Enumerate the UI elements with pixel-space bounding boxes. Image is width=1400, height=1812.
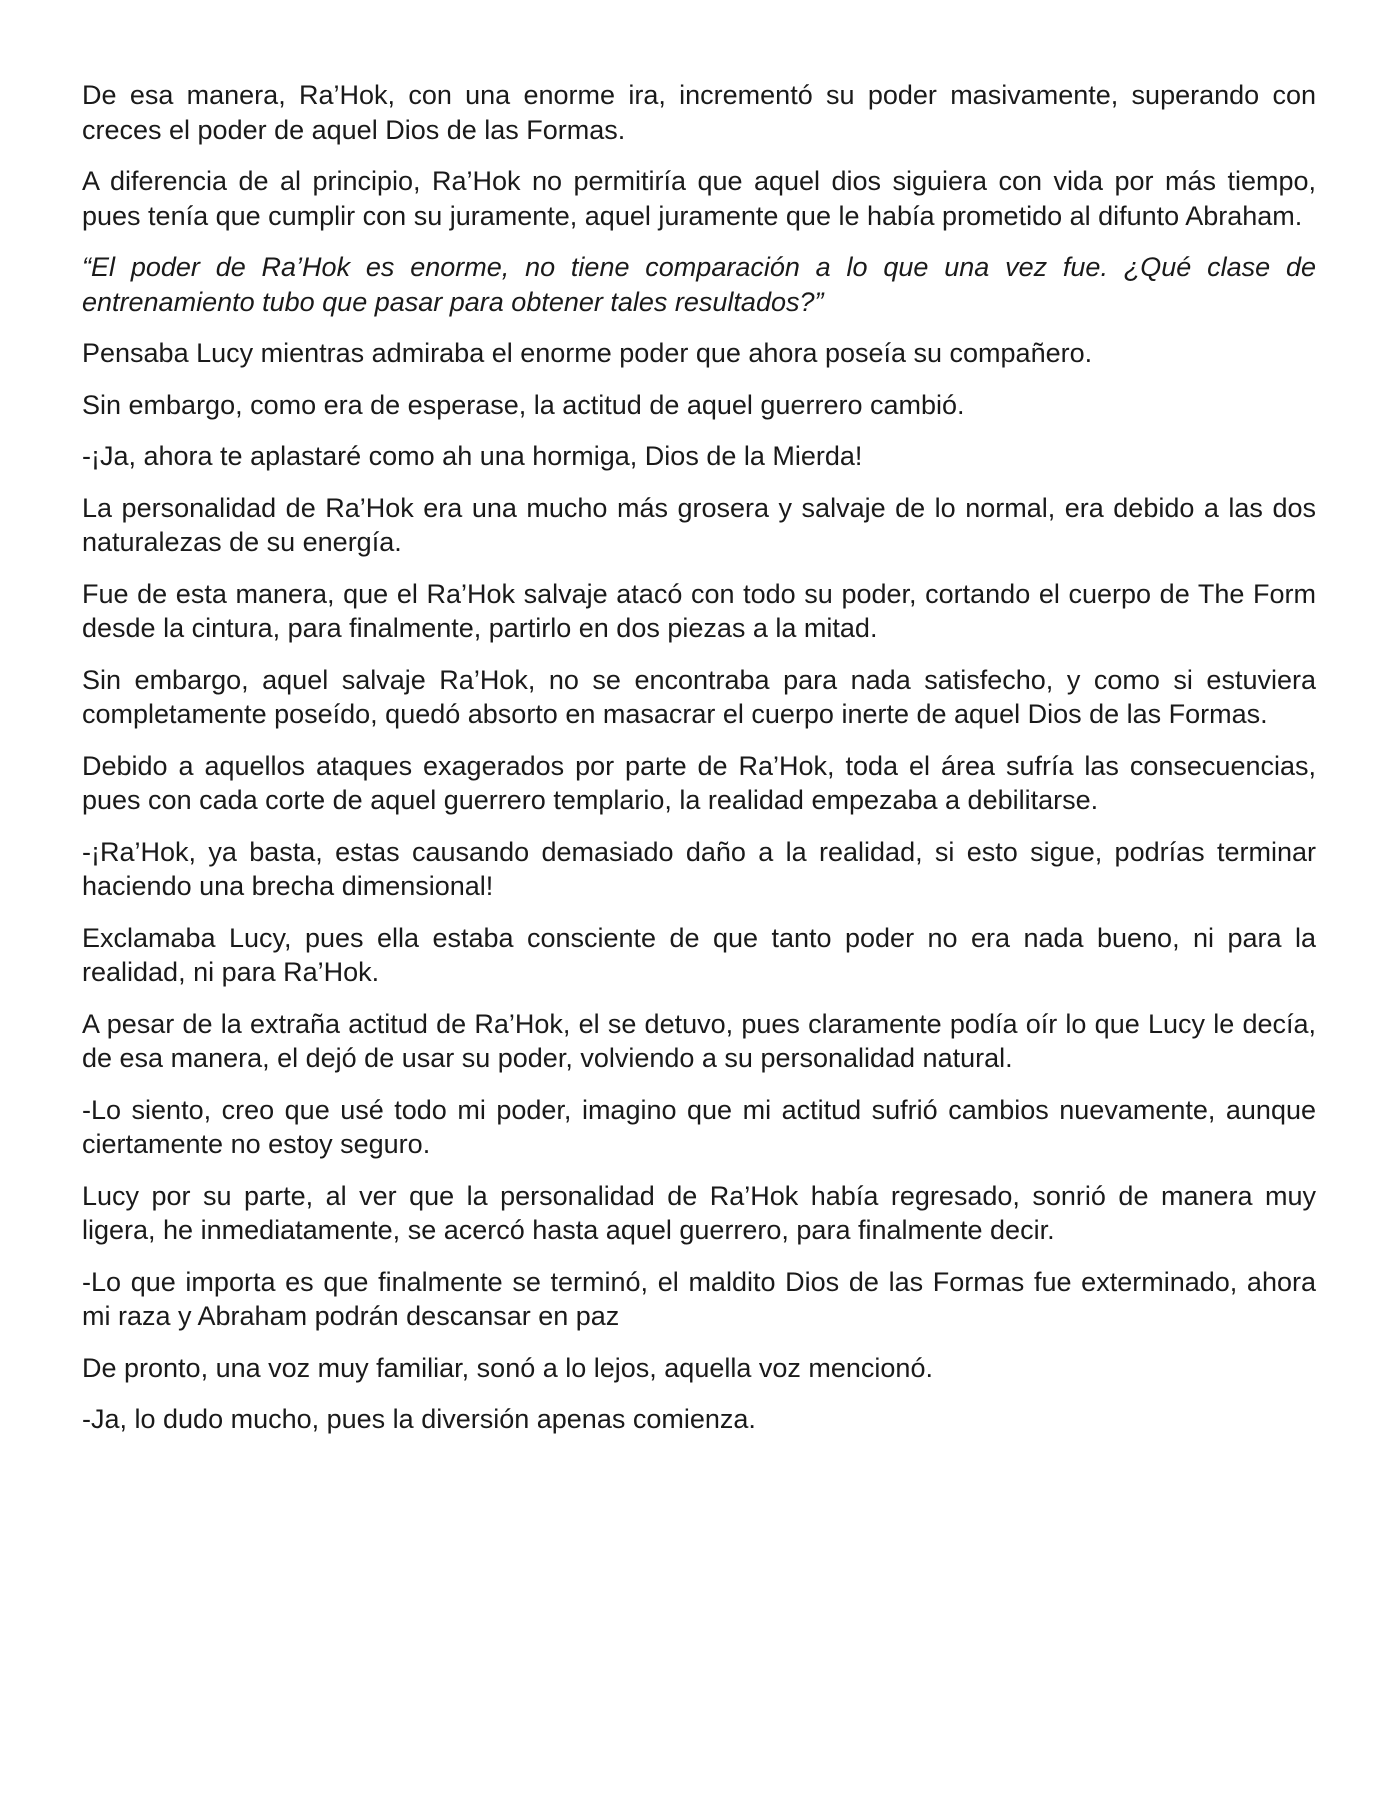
paragraph-8: Fue de esta manera, que el Ra’Hok salvaje atacó con todo su poder, cortando el cuerpo de The Form desde la cintura, para finalmente, partirlo en dos piezas a la mitad. [82, 578, 1316, 643]
paragraph-6-dialogue: -¡Ja, ahora te aplastaré como ah una hormiga, Dios de la Mierda! [82, 441, 863, 471]
paragraph-1: De esa manera, Ra’Hok, con una enorme ira, incrementó su poder masivamente, superando con creces el poder de aquel Dios de las Formas. [82, 80, 1316, 145]
paragraph-3-thought: “El poder de Ra’Hok es enorme, no tiene comparación a lo que una vez fue. ¿Qué clase de entrenamiento tubo que pasar para obtener tales resultados?” [82, 252, 1316, 317]
paragraph-15: Lucy por su parte, al ver que la personalidad de Ra’Hok había regresado, sonrió de manera muy ligera, he inmediatamente, se acercó hasta aquel guerrero, para finalmente decir. [82, 1180, 1316, 1245]
paragraph-7: La personalidad de Ra’Hok era una mucho más grosera y salvaje de lo normal, era debido a las dos naturalezas de su energía. [82, 492, 1316, 557]
paragraph-18-dialogue: -Ja, lo dudo mucho, pues la diversión apenas comienza. [82, 1404, 756, 1434]
paragraph-16-dialogue: -Lo que importa es que finalmente se terminó, el maldito Dios de las Formas fue exterminado, ahora mi raza y Abraham podrán descansar en paz [82, 1266, 1316, 1331]
document-body [82, 78, 1316, 1454]
paragraph-14-dialogue: -Lo siento, creo que usé todo mi poder, imagino que mi actitud sufrió cambios nuevamente, aunque ciertamente no estoy seguro. [82, 1094, 1316, 1159]
paragraph-9: Sin embargo, aquel salvaje Ra’Hok, no se encontraba para nada satisfecho, y como si estuviera completamente poseído, quedó absorto en masacrar el cuerpo inerte de aquel Dios de las Formas. [82, 664, 1316, 729]
paragraph-12: Exclamaba Lucy, pues ella estaba consciente de que tanto poder no era nada bueno, ni para la realidad, ni para Ra’Hok. [82, 922, 1316, 987]
paragraph-5: Sin embargo, como era de esperase, la actitud de aquel guerrero cambió. [82, 389, 965, 420]
paragraph-11-dialogue: -¡Ra’Hok, ya basta, estas causando demasiado daño a la realidad, si esto sigue, podrías terminar haciendo una brecha dimensional! [82, 836, 1316, 901]
paragraph-17: De pronto, una voz muy familiar, sonó a lo lejos, aquella voz mencionó. [82, 1352, 933, 1383]
paragraph-4: Pensaba Lucy mientras admiraba el enorme poder que ahora poseía su compañero. [82, 338, 1093, 368]
paragraph-10: Debido a aquellos ataques exagerados por parte de Ra’Hok, toda el área sufría las consecuencias, pues con cada corte de aquel guerrero templario, la realidad empezaba a debilitarse. [82, 750, 1316, 815]
paragraph-13: A pesar de la extraña actitud de Ra’Hok, el se detuvo, pues claramente podía oír lo que Lucy le decía, de esa manera, el dejó de usar su poder, volviendo a su personalidad natural. [82, 1008, 1316, 1073]
paragraph-2: A diferencia de al principio, Ra’Hok no permitiría que aquel dios siguiera con vida por más tiempo, pues tenía que cumplir con su juramente, aquel juramente que le había prometido al difunto Abraham. [82, 166, 1316, 231]
